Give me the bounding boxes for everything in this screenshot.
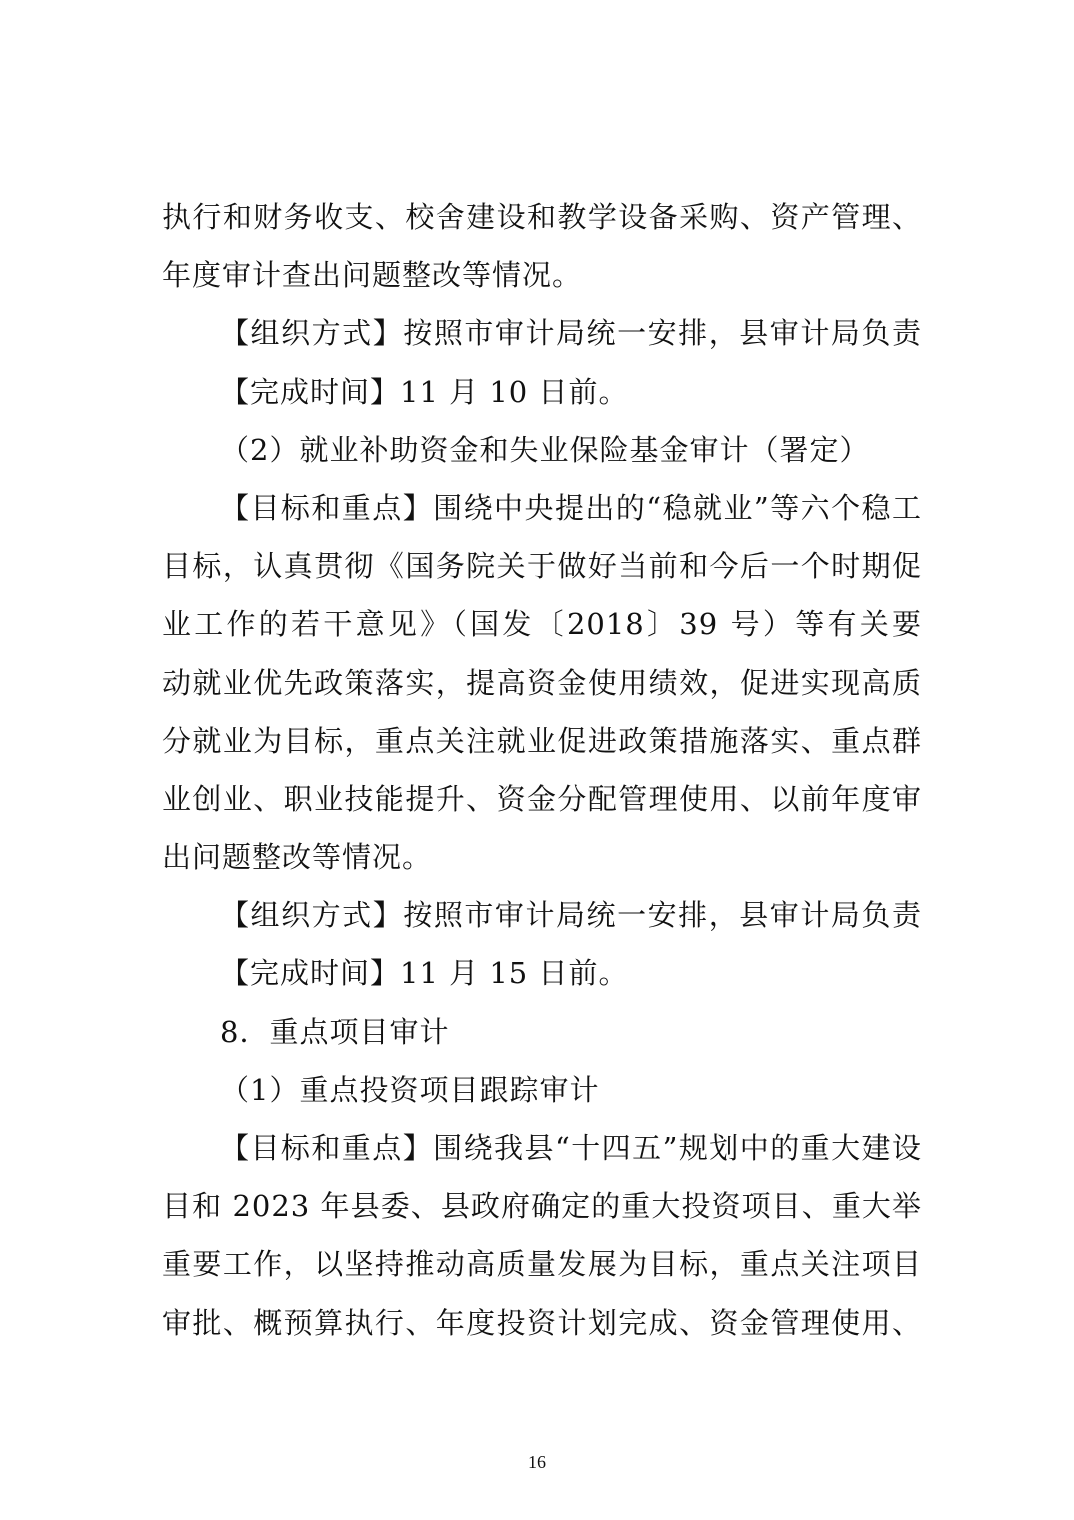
- text-line: 【组织方式】按照市审计局统一安排，县审计局负责: [220, 316, 922, 351]
- text-line: 出问题整改等情况。: [162, 840, 433, 875]
- text-line: 动就业优先政策落实，提高资金使用绩效，促进实现高质: [162, 665, 922, 700]
- section-heading: （2）就业补助资金和失业保险基金审计（署定）: [220, 432, 870, 467]
- text-line: 审批、概预算执行、年度投资计划完成、资金管理使用、: [162, 1305, 922, 1340]
- text-line: 目标，认真贯彻《国务院关于做好当前和今后一个时期促: [162, 549, 922, 584]
- text-line: 【目标和重点】围绕我县“十四五”规划中的重大建设: [220, 1131, 922, 1165]
- text-line: 【完成时间】11 月 15 日前。: [220, 956, 629, 991]
- section-heading: （1）重点投资项目跟踪审计: [220, 1072, 600, 1107]
- text-line: 业工作的若干意见》（国发〔2018〕39 号）等有关要: [162, 607, 922, 642]
- page-number: 16: [528, 1452, 546, 1472]
- text-line: 【组织方式】按照市审计局统一安排，县审计局负责: [220, 898, 922, 933]
- text-line: 业创业、职业技能提升、资金分配管理使用、以前年度审: [162, 781, 922, 816]
- body-text: [162, 188, 922, 1352]
- text-line: 分就业为目标，重点关注就业促进政策措施落实、重点群: [162, 723, 922, 758]
- text-line: 【目标和重点】围绕中央提出的“稳就业”等六个稳工: [220, 490, 922, 525]
- section-heading: 8．重点项目审计: [220, 1014, 450, 1049]
- text-line: 重要工作，以坚持推动高质量发展为目标，重点关注项目: [162, 1247, 922, 1282]
- text-line: 执行和财务收支、校舍建设和教学设备采购、资产管理、: [162, 200, 922, 234]
- text-line: 【完成时间】11 月 10 日前。: [220, 374, 629, 409]
- text-line: 目和 2023 年县委、县政府确定的重大投资项目、重大举: [162, 1189, 922, 1224]
- text-line: 年度审计查出问题整改等情况。: [162, 258, 583, 293]
